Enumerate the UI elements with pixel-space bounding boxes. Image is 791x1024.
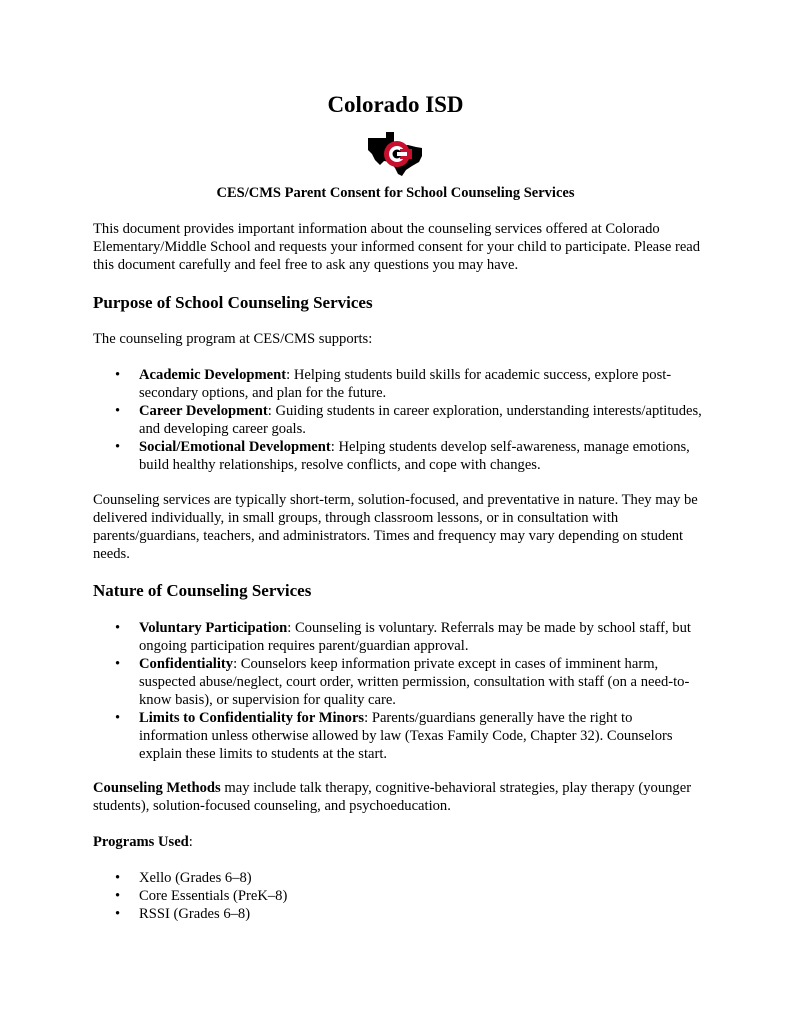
document-subtitle: CES/CMS Parent Consent for School Counseling Services — [216, 185, 575, 201]
list-item — [93, 869, 703, 887]
programs-label — [93, 833, 703, 851]
bullet-icon: • — [115, 439, 121, 455]
bullet-icon: • — [115, 367, 121, 383]
purpose-lead: The counseling program at CES/CMS supports: — [93, 331, 373, 347]
list-item — [93, 619, 703, 655]
methods-term: Counseling Methods — [93, 780, 221, 796]
program-name: RSSI (Grades 6–8) — [139, 906, 251, 922]
program-name: Xello (Grades 6–8) — [139, 870, 252, 886]
item-term: Limits to Confidentiality for Minors — [139, 710, 365, 726]
purpose-list — [93, 366, 703, 474]
programs-term: Programs Used — [93, 834, 189, 850]
list-item — [93, 438, 703, 474]
bullet-icon: • — [115, 620, 121, 636]
item-term: Social/Emotional Development — [139, 439, 331, 455]
page-title: Colorado ISD — [327, 92, 464, 117]
item-term: Voluntary Participation — [139, 620, 288, 636]
purpose-closing: Counseling services are typically short-term, solution-focused, and preventative in nature. They may be delivered individually, in small groups, through classroom lessons, or in consultation with parents/guardians, teachers, and administrators. Times and frequency may vary depending on student needs. — [93, 492, 698, 562]
list-item — [93, 887, 703, 905]
colorado-isd-logo — [364, 130, 426, 178]
item-text: : Helping students build skills for academic success, explore post-secondary options, and plan for the future. — [139, 367, 672, 401]
bullet-icon: • — [115, 403, 121, 419]
list-item — [93, 366, 703, 402]
item-text: : Counselors keep information private except in cases of imminent harm, suspected abuse/neglect, court order, written permission, consultation with staff (on a need-to-know basis), or supervision for quality care. — [139, 656, 690, 708]
bullet-icon: • — [115, 656, 121, 672]
methods-paragraph — [93, 779, 703, 815]
item-text: : Parents/guardians generally have the right to information unless otherwise allowed by law (Texas Family Code, Chapter 32). Counselors explain these limits to students at the start. — [139, 710, 673, 762]
purpose-heading: Purpose of School Counseling Services — [93, 293, 373, 312]
item-term: Academic Development — [139, 367, 287, 383]
list-item — [93, 905, 703, 923]
bullet-icon: • — [115, 888, 121, 904]
program-name: Core Essentials (PreK–8) — [139, 888, 288, 904]
bullet-icon: • — [115, 870, 121, 886]
item-term: Confidentiality — [139, 656, 234, 672]
bullet-icon: • — [115, 710, 121, 726]
nature-list — [93, 619, 703, 763]
bullet-icon: • — [115, 906, 121, 922]
item-term: Career Development — [139, 403, 268, 419]
intro-paragraph: This document provides important information about the counseling services offered at Colorado Elementary/Middle School and requests your informed consent for your child to participate. Please read this document carefully and feel free to ask any questions you may have. — [93, 221, 701, 273]
item-text: : Helping students develop self-awareness, manage emotions, build healthy relationships, resolve conflicts, and cope with changes. — [139, 439, 690, 473]
nature-heading: Nature of Counseling Services — [93, 581, 312, 600]
programs-list — [93, 869, 703, 923]
list-item — [93, 709, 703, 763]
list-item — [93, 402, 703, 438]
item-text: : Guiding students in career exploration, understanding interests/aptitudes, and developing career goals. — [139, 403, 702, 437]
methods-text: may include talk therapy, cognitive-behavioral strategies, play therapy (younger students), solution-focused counseling, and psychoeducation. — [93, 780, 692, 814]
list-item — [93, 655, 703, 709]
item-text: : Counseling is voluntary. Referrals may be made by school staff, but ongoing participation requires parent/guardian approval. — [139, 620, 691, 654]
programs-suffix: : — [188, 834, 193, 850]
